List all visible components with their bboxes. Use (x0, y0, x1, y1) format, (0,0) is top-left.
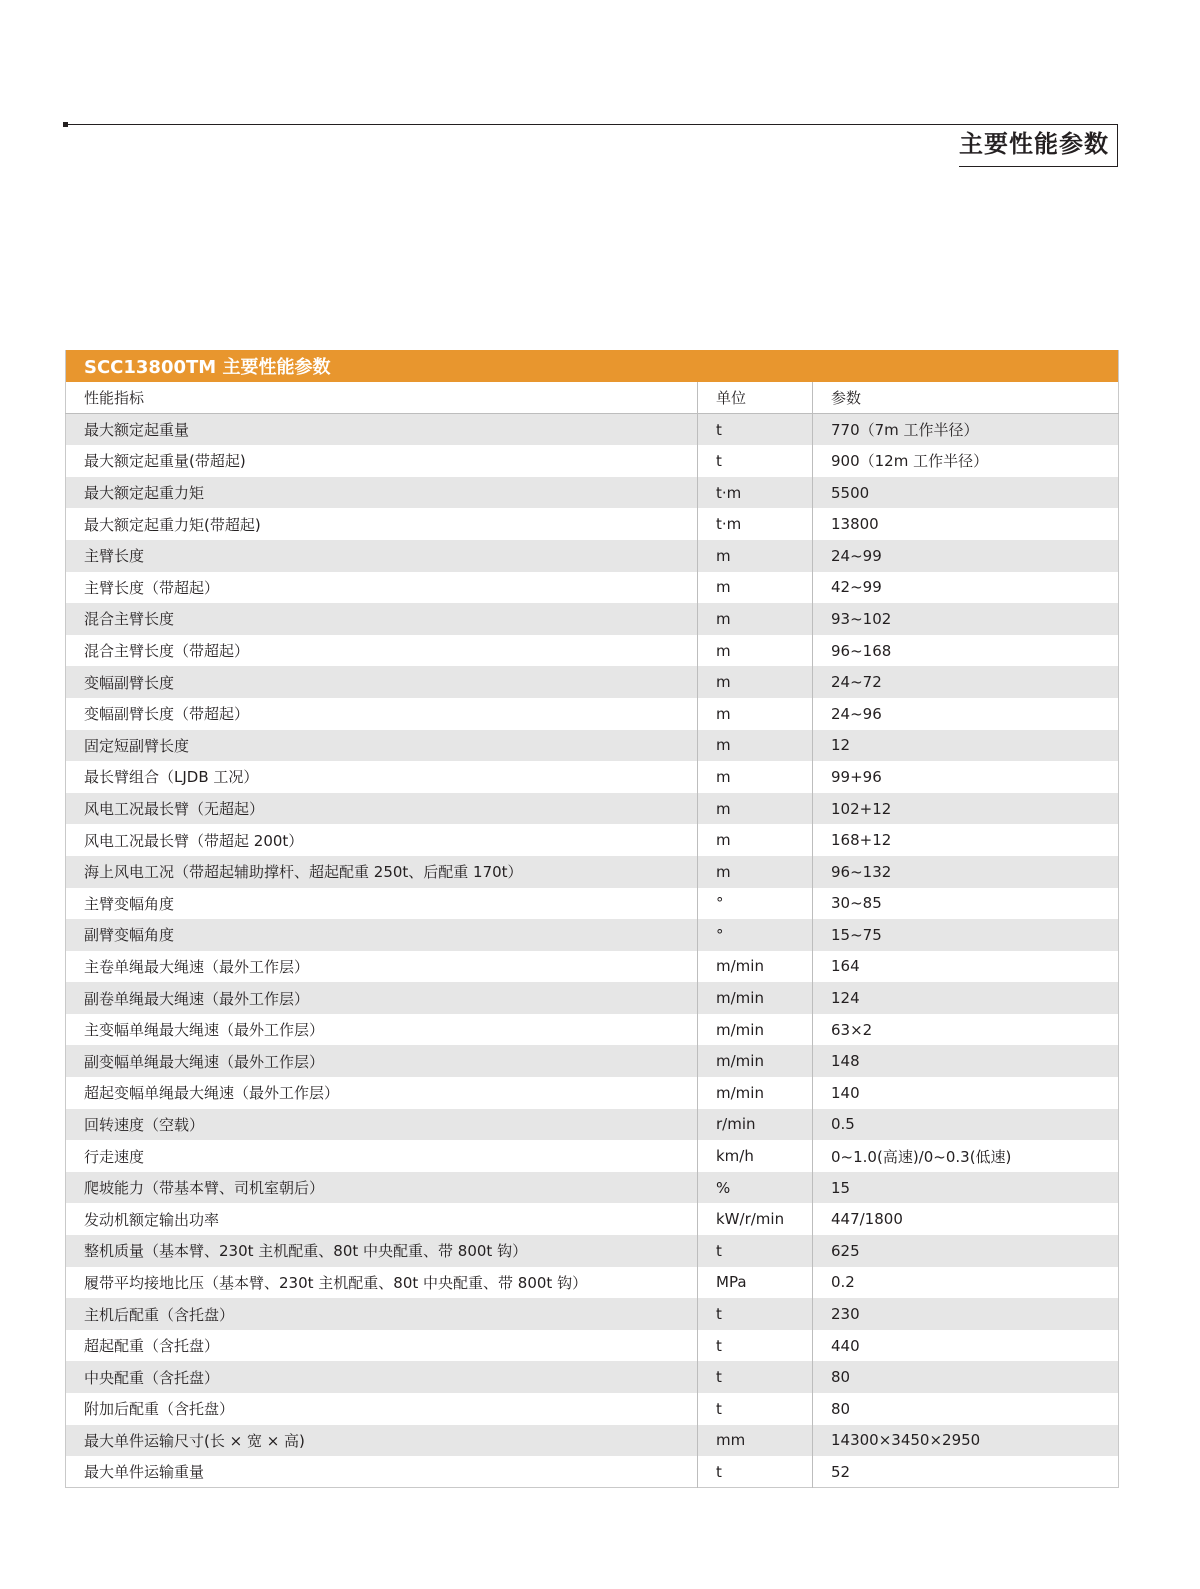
row-name: 最长臂组合（LJDB 工况） (66, 761, 698, 793)
row-name: 整机质量（基本臂、230t 主机配重、80t 中央配重、带 800t 钩） (66, 1235, 698, 1267)
row-unit: t (698, 1235, 813, 1267)
row-unit: m (698, 666, 813, 698)
table-row (66, 1014, 1119, 1046)
row-name: 最大单件运输重量 (66, 1456, 698, 1488)
table-row (66, 1203, 1119, 1235)
table-row (66, 888, 1119, 920)
row-value: 14300×3450×2950 (813, 1425, 1119, 1457)
row-value: 124 (813, 982, 1119, 1014)
row-value: 164 (813, 951, 1119, 983)
row-unit: m/min (698, 951, 813, 983)
table-row (66, 1298, 1119, 1330)
row-name: 变幅副臂长度（带超起） (66, 698, 698, 730)
table-row (66, 1235, 1119, 1267)
table-row (66, 635, 1119, 667)
table-row (66, 540, 1119, 572)
table-row (66, 1393, 1119, 1425)
table-body (66, 414, 1119, 1488)
page-title: 主要性能参数 (959, 124, 1118, 167)
row-unit: m (698, 635, 813, 667)
row-unit: m (698, 793, 813, 825)
row-value: 80 (813, 1393, 1119, 1425)
row-unit: t (698, 414, 813, 446)
row-value: 140 (813, 1077, 1119, 1109)
table-row (66, 1140, 1119, 1172)
row-value: 770（7m 工作半径） (813, 414, 1119, 446)
row-name: 主变幅单绳最大绳速（最外工作层） (66, 1014, 698, 1046)
table-row (66, 1077, 1119, 1109)
row-name: 最大额定起重量(带超起) (66, 445, 698, 477)
table-row (66, 1330, 1119, 1362)
table-row (66, 666, 1119, 698)
table-row (66, 1267, 1119, 1299)
row-name: 副卷单绳最大绳速（最外工作层） (66, 982, 698, 1014)
row-value: 625 (813, 1235, 1119, 1267)
row-unit: t·m (698, 508, 813, 540)
table-row (66, 1172, 1119, 1204)
table-row (66, 856, 1119, 888)
row-value: 0.5 (813, 1109, 1119, 1141)
row-unit: t (698, 1393, 813, 1425)
row-name: 最大单件运输尺寸(长 × 宽 × 高) (66, 1425, 698, 1457)
row-unit: m (698, 856, 813, 888)
row-unit: t (698, 1361, 813, 1393)
row-name: 超起配重（含托盘） (66, 1330, 698, 1362)
table-row (66, 824, 1119, 856)
table-row (66, 1109, 1119, 1141)
row-value: 42~99 (813, 572, 1119, 604)
row-unit: km/h (698, 1140, 813, 1172)
row-value: 24~96 (813, 698, 1119, 730)
table-row (66, 698, 1119, 730)
table-row (66, 572, 1119, 604)
row-value: 5500 (813, 477, 1119, 509)
row-name: 行走速度 (66, 1140, 698, 1172)
row-unit: m (698, 761, 813, 793)
row-unit: r/min (698, 1109, 813, 1141)
row-value: 80 (813, 1361, 1119, 1393)
row-unit: MPa (698, 1267, 813, 1299)
header-unit: 单位 (698, 382, 813, 414)
row-value: 15~75 (813, 919, 1119, 951)
row-value: 24~99 (813, 540, 1119, 572)
row-name: 副臂变幅角度 (66, 919, 698, 951)
row-unit: ° (698, 888, 813, 920)
row-unit: m (698, 540, 813, 572)
row-unit: m/min (698, 982, 813, 1014)
row-name: 混合主臂长度（带超起） (66, 635, 698, 667)
row-name: 发动机额定输出功率 (66, 1203, 698, 1235)
row-name: 最大额定起重力矩 (66, 477, 698, 509)
row-name: 变幅副臂长度 (66, 666, 698, 698)
row-value: 12 (813, 730, 1119, 762)
row-value: 230 (813, 1298, 1119, 1330)
spec-table (65, 350, 1119, 1488)
header-value: 参数 (813, 382, 1119, 414)
row-unit: m/min (698, 1014, 813, 1046)
header-name: 性能指标 (66, 382, 698, 414)
table-row (66, 951, 1119, 983)
table-title-row (66, 350, 1119, 382)
row-value: 96~168 (813, 635, 1119, 667)
row-value: 900（12m 工作半径） (813, 445, 1119, 477)
row-value: 148 (813, 1045, 1119, 1077)
row-name: 海上风电工况（带超起辅助撑杆、超起配重 250t、后配重 170t） (66, 856, 698, 888)
row-unit: t (698, 1456, 813, 1488)
row-name: 混合主臂长度 (66, 603, 698, 635)
row-value: 30~85 (813, 888, 1119, 920)
row-name: 附加后配重（含托盘） (66, 1393, 698, 1425)
row-value: 96~132 (813, 856, 1119, 888)
table-row (66, 603, 1119, 635)
table-row (66, 1361, 1119, 1393)
row-name: 最大额定起重力矩(带超起) (66, 508, 698, 540)
row-name: 主臂长度 (66, 540, 698, 572)
table-row (66, 508, 1119, 540)
row-value: 63×2 (813, 1014, 1119, 1046)
row-value: 52 (813, 1456, 1119, 1488)
row-name: 主臂变幅角度 (66, 888, 698, 920)
row-name: 爬坡能力（带基本臂、司机室朝后） (66, 1172, 698, 1204)
row-name: 风电工况最长臂（带超起 200t） (66, 824, 698, 856)
row-unit: % (698, 1172, 813, 1204)
row-name: 主卷单绳最大绳速（最外工作层） (66, 951, 698, 983)
row-unit: m (698, 824, 813, 856)
row-value: 24~72 (813, 666, 1119, 698)
row-value: 0~1.0(高速)/0~0.3(低速) (813, 1140, 1119, 1172)
row-unit: m (698, 698, 813, 730)
row-unit: m (698, 730, 813, 762)
row-value: 102+12 (813, 793, 1119, 825)
row-value: 93~102 (813, 603, 1119, 635)
table-row (66, 982, 1119, 1014)
table-row (66, 919, 1119, 951)
row-value: 0.2 (813, 1267, 1119, 1299)
row-unit: t (698, 445, 813, 477)
row-name: 超起变幅单绳最大绳速（最外工作层） (66, 1077, 698, 1109)
row-unit: ° (698, 919, 813, 951)
row-unit: m/min (698, 1077, 813, 1109)
row-value: 13800 (813, 508, 1119, 540)
row-name: 中央配重（含托盘） (66, 1361, 698, 1393)
row-value: 99+96 (813, 761, 1119, 793)
row-unit: t (698, 1298, 813, 1330)
row-unit: t (698, 1330, 813, 1362)
table-row (66, 1045, 1119, 1077)
row-name: 最大额定起重量 (66, 414, 698, 446)
table-row (66, 445, 1119, 477)
row-name: 回转速度（空载） (66, 1109, 698, 1141)
row-name: 风电工况最长臂（无超起） (66, 793, 698, 825)
table-row (66, 477, 1119, 509)
table-row (66, 793, 1119, 825)
table-row (66, 761, 1119, 793)
table-title: SCC13800TM 主要性能参数 (66, 350, 1119, 382)
row-unit: t·m (698, 477, 813, 509)
table-header-row (66, 382, 1119, 414)
table-row (66, 1425, 1119, 1457)
row-value: 168+12 (813, 824, 1119, 856)
table-row (66, 414, 1119, 446)
row-name: 主臂长度（带超起） (66, 572, 698, 604)
row-value: 440 (813, 1330, 1119, 1362)
row-name: 副变幅单绳最大绳速（最外工作层） (66, 1045, 698, 1077)
table-row (66, 730, 1119, 762)
row-unit: m (698, 603, 813, 635)
row-unit: mm (698, 1425, 813, 1457)
row-unit: m/min (698, 1045, 813, 1077)
row-unit: m (698, 572, 813, 604)
row-unit: kW/r/min (698, 1203, 813, 1235)
row-value: 447/1800 (813, 1203, 1119, 1235)
row-name: 固定短副臂长度 (66, 730, 698, 762)
row-name: 履带平均接地比压（基本臂、230t 主机配重、80t 中央配重、带 800t 钩） (66, 1267, 698, 1299)
row-value: 15 (813, 1172, 1119, 1204)
table-row (66, 1456, 1119, 1488)
row-name: 主机后配重（含托盘） (66, 1298, 698, 1330)
